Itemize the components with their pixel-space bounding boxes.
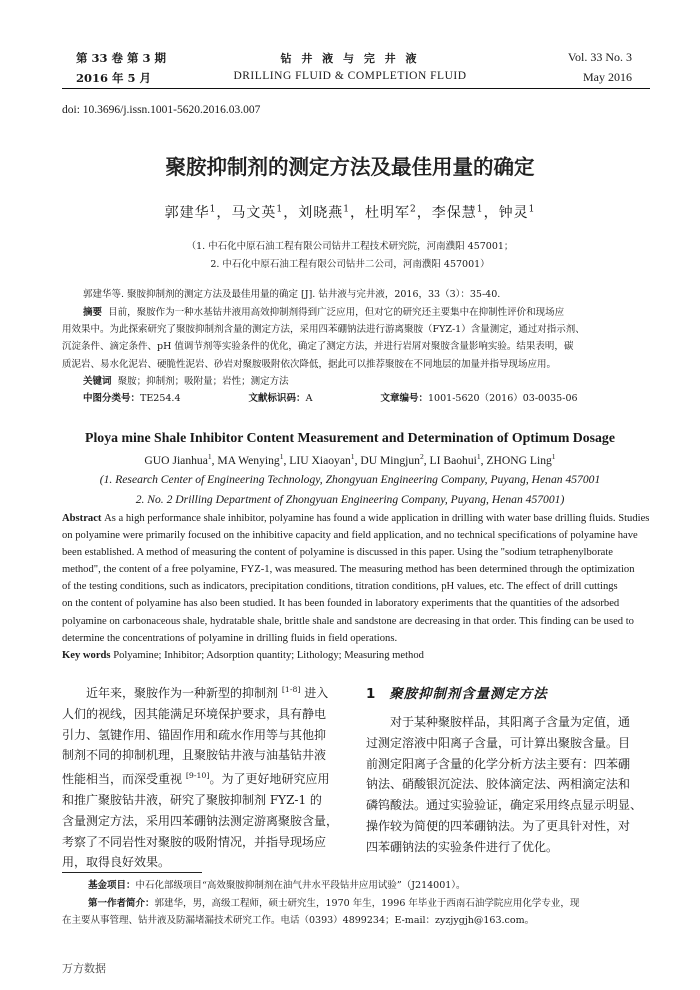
- author-affiliation-mark: 1: [207, 452, 212, 461]
- body-line: [62, 766, 354, 790]
- author-name: LI Baohui: [429, 453, 477, 467]
- section-title: 聚胺抑制剂含量测定方法: [389, 686, 548, 702]
- footnotes: [62, 877, 658, 930]
- author-name: 钟灵: [498, 205, 529, 221]
- affiliation-en-1: (1. Research Center of Engineering Technology, Zhongyuan Engineering Company, Puyang, Henan 457001: [99, 473, 601, 486]
- affiliation-cn-1: （1. 中石化中原石油工程有限公司钻井工程技术研究院，河南濮阳 457001；: [186, 241, 514, 252]
- author-affiliation-mark: 1: [343, 204, 350, 215]
- author-name: 刘晓燕: [298, 205, 344, 221]
- body-line: 对于某种聚胺样品，其阳离子含量为定值，通: [390, 715, 631, 729]
- author-bio-line: 郭建华，男，高级工程师，硕士研究生，1970 年生，1996 年毕业于西南石油学院应用化学专业，现: [154, 897, 580, 909]
- classification-info: [83, 390, 643, 407]
- author-separator: ,: [283, 453, 290, 467]
- author-name: 李保慧: [431, 205, 477, 221]
- body-line: [62, 745, 354, 766]
- author-affiliation-mark: 1: [551, 452, 556, 461]
- clc-value: TE254.4: [140, 393, 181, 404]
- abstract-cn: [62, 304, 648, 390]
- abstract-en-line: been established. A method of measuring the content of polyamine is discussed in this paper. Using the "sodium tetraphenylborate: [62, 547, 613, 559]
- author-separator: ,: [423, 453, 430, 467]
- author-separator: ，: [216, 205, 232, 221]
- author-name: MA Wenying: [217, 453, 280, 467]
- author-affiliation-mark: 1: [279, 452, 284, 461]
- author-separator: ,: [480, 453, 487, 467]
- body-text: 近年来，聚胺作为一种新型的抑制剂: [86, 686, 282, 700]
- authors-cn: [0, 202, 700, 222]
- clc-label: 中图分类号：: [83, 393, 141, 404]
- affiliation-en-2: 2. No. 2 Drilling Department of Zhongyuan Engineering Company, Puyang, Henan 457001): [135, 493, 565, 506]
- body-text: 制剂不同的抑制机理，且聚胺钻井液与油基钻井液: [62, 748, 327, 763]
- author-affiliation-mark: 1: [528, 204, 536, 215]
- author-separator: ,: [211, 453, 218, 467]
- body-line: [62, 832, 354, 853]
- author-separator: ，: [283, 205, 299, 221]
- body-line: 操作较为简便的四苯硼钠法。为了更具针对性，对: [366, 818, 631, 833]
- section-number: 1: [366, 687, 376, 702]
- abstract-en-line: As a high performance shale inhibitor, polyamine has found a wide application in drilling with water base drilling fluids. Studies: [104, 513, 650, 524]
- keywords-en-label: Key words: [62, 649, 111, 661]
- body-line: [62, 811, 354, 832]
- journal-title-cn: 钻 井 液 与 完 井 液: [280, 52, 420, 65]
- page-title: 聚胺抑制剂的测定方法及最佳用量的确定: [165, 155, 535, 179]
- header-date: 2016 年 5 月: [76, 71, 152, 85]
- body-text: 含量测定方法，采用四苯硼钠法测定游离聚胺含量，: [62, 813, 339, 828]
- doc-code-value: A: [305, 393, 313, 404]
- author-affiliation-mark: 2: [410, 204, 417, 215]
- body-line: [62, 704, 354, 725]
- section-heading: [366, 683, 548, 702]
- citation-ref: [9-10]: [185, 771, 210, 781]
- body-text: 。为了更好地研究应用: [209, 772, 330, 787]
- author-affiliation-mark: 1: [476, 452, 481, 461]
- author-name: GUO Jianhua: [144, 453, 208, 467]
- author-name: LIU Xiaoyan: [289, 453, 351, 467]
- abstract-en-line: of the testing conditions, such as indicators, precipitation conditions, titration conditions, pH values, etc. The effect of drill cuttings: [62, 581, 618, 593]
- author-separator: ，: [416, 205, 432, 221]
- authors-en: [0, 452, 700, 467]
- doi: doi: 10.3696/j.issn.1001-5620.2016.03.007: [62, 104, 261, 116]
- journal-title-en: DRILLING FLUID & COMPLETION FLUID: [233, 70, 467, 82]
- body-line: 钠法、硝酸银沉淀法、胶体滴定法、两相滴定法和: [366, 777, 631, 792]
- body-line: 磷钨酸法。通过实验验证，确定采用终点显示明显、: [366, 798, 643, 813]
- abstract-en-line: determine the concentrations of polyamine in drilling fluids in field operations.: [62, 632, 398, 644]
- body-line: [62, 852, 354, 873]
- abstract-cn-line: 质泥岩、易水化泥岩、硬脆性泥岩、砂岩对聚胺吸附依次降低，据此可以推荐聚胺在不同地层的加量并指导现场应用。: [62, 358, 557, 370]
- author-affiliation-mark: 1: [350, 452, 355, 461]
- header-volume: 第 33 卷 第 3 期: [76, 51, 167, 65]
- author-name: DU Mingjun: [360, 453, 420, 467]
- abstract-cn-line: 沉淀条件、滴定条件、pH 值调节剂等实验条件的优化，确定了测定方法，并进行岩屑对聚胺含量影响实验。结果表明，碳: [62, 341, 574, 353]
- author-name: 马文英: [231, 205, 277, 221]
- author-separator: ,: [354, 453, 361, 467]
- author-name: ZHONG Ling: [486, 453, 552, 467]
- author-separator: ，: [350, 205, 365, 221]
- body-line: 过测定溶液中阳离子含量，可计算出聚胺含量。目: [366, 735, 631, 750]
- body-line: [62, 790, 354, 811]
- abstract-cn-line: 目前，聚胺作为一种水基钻井液用高效抑制剂得到广泛应用，但对它的研究还主要集中在抑制性评价和现场应: [108, 307, 565, 318]
- author-bio-label: 第一作者简介：: [88, 897, 155, 909]
- body-text: 和推广聚胺钻井液，研究了聚胺抑制剂 FYZ-1 的: [62, 792, 322, 807]
- abstract-en-line: polyamine on carbonaceous shale, hydratable shale, brittle shale and sandstone are decreasing in that order. This finding can be used to: [62, 615, 634, 627]
- abstract-en-line: on polyamine were primarily focused on the inhibitive capacity and field application, and no technical specifications of polyamine have: [62, 530, 638, 542]
- affiliation-cn-2: 2. 中石化中原石油工程有限公司钻井二公司，河南濮阳 457001）: [210, 259, 490, 270]
- citation-ref: [1-8]: [281, 685, 301, 694]
- keywords-en: Polyamine; Inhibitor; Adsorption quantity; Lithology; Measuring method: [113, 649, 424, 661]
- abstract-en-line: method", the content of a free polyamine, FYZ-1, was measured. The measuring method has been determined through the optimization: [62, 564, 635, 576]
- section1-text: [366, 712, 656, 858]
- author-affiliation-mark: 1: [209, 204, 217, 215]
- abstract-en: [62, 510, 650, 664]
- body-line: 四苯硼钠法的实验条件进行了优化。: [366, 839, 559, 854]
- article-number-label: 文章编号：: [380, 393, 429, 404]
- author-separator: ，: [483, 205, 499, 221]
- fund-text: 中石化部级项目“高效聚胺抑制剂在油气井水平段钻井应用试验”（J214001）。: [135, 880, 466, 891]
- keywords-cn: 聚胺；抑制剂；吸附量；岩性；测定方法: [117, 375, 289, 387]
- header-date-en: May 2016: [583, 70, 632, 84]
- abstract-cn-label: 摘要: [83, 307, 103, 318]
- abstract-en-label: Abstract: [62, 513, 102, 524]
- body-text: 引力、氢键作用、锚固作用和疏水作用等与其他抑: [62, 727, 327, 742]
- body-text: 进入: [300, 686, 329, 700]
- body-text: 用，取得良好效果。: [62, 855, 171, 870]
- fund-label: 基金项目：: [88, 880, 136, 891]
- author-affiliation-mark: 1: [476, 204, 484, 215]
- author-name: 郭建华: [164, 205, 210, 221]
- body-line: [62, 725, 354, 746]
- body-text: 性能相当，而深受重视: [62, 772, 186, 787]
- abstract-en-line: on the content of polyamine has also been studied. It has been founded in laboratory experiments that the quantities of the adsorbed: [62, 598, 620, 610]
- body-line: [62, 680, 354, 704]
- body-line: 前测定阳离子含量的化学分析方法主要有：四苯硼: [366, 756, 631, 771]
- article-number-value: 1001-5620（2016）03-0035-06: [428, 393, 578, 404]
- watermark: 万方数据: [62, 962, 106, 975]
- author-affiliation-mark: 2: [419, 452, 424, 461]
- header-volume-en: Vol. 33 No. 3: [567, 50, 632, 64]
- author-affiliation-mark: 1: [276, 204, 284, 215]
- header-rule: [62, 88, 650, 89]
- title-en: Ploya mine Shale Inhibitor Content Measurement and Determination of Optimum Dosage: [85, 430, 615, 445]
- intro-column: [62, 680, 354, 873]
- keywords-cn-label: 关键词: [83, 375, 112, 387]
- citation: 郭建华等. 聚胺抑制剂的测定方法及最佳用量的确定 [J]. 钻井液与完井液，2016，33（3）：35-40.: [83, 289, 501, 300]
- abstract-cn-line: 用效果中。为此探索研究了聚胺抑制剂含量的测定方法，采用四苯硼钠法进行游离聚胺（FYZ-1）含量测定，通过对指示剂、: [62, 324, 585, 336]
- body-text: 考察了不同岩性对聚胺的吸附情况，并指导现场应: [62, 834, 327, 849]
- author-name: 杜明军: [365, 205, 410, 221]
- footnote-rule: [62, 872, 202, 873]
- doc-code-label: 文献标识码：: [248, 393, 306, 404]
- body-text: 人们的视线，因其能满足环境保护要求，具有静电: [62, 706, 327, 721]
- author-bio-line: 在主要从事管理、钻井液及防漏堵漏技术研究工作。电话（0393）4899234；E-mail：zyzjygjh@163.com。: [62, 915, 535, 926]
